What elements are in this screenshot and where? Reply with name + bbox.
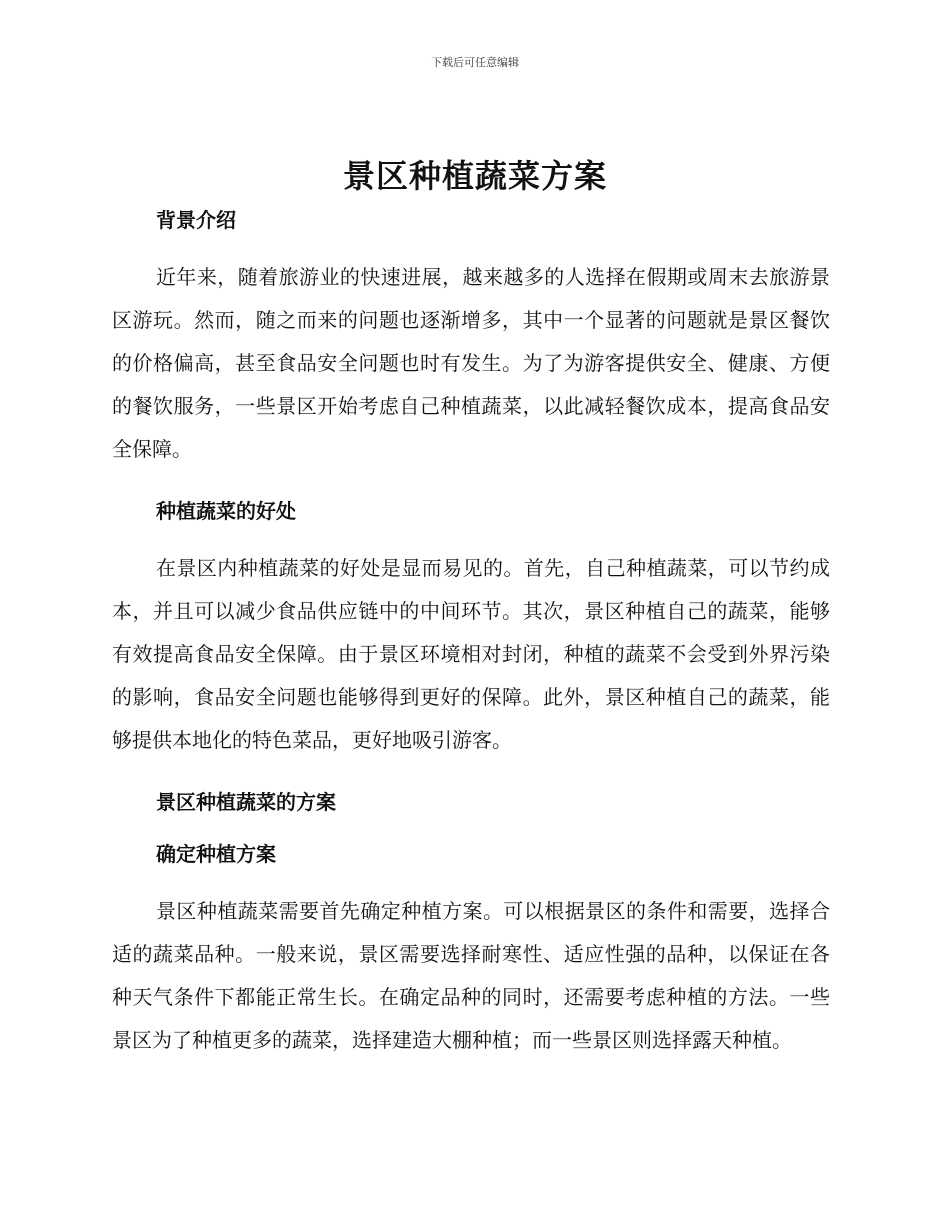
section-paragraph-background: 近年来，随着旅游业的快速进展，越来越多的人选择在假期或周末去旅游景区游玩。然而，随之而来的问题也逐渐增多，其中一个显著的问题就是景区餐饮的价格偏高，甚至食品安全问题也时有发生。为了为游客提供安全、健康、方便的餐饮服务，一些景区开始考虑自己种植蔬菜，以此减轻餐饮成本，提高食品安全保障。 [112, 265, 830, 461]
section-heading-determine-plan: 确定种植方案 [156, 842, 276, 866]
document-title: 景区种植蔬菜方案 [342, 157, 607, 195]
section-heading-plan: 景区种植蔬菜的方案 [156, 790, 336, 814]
header-note: 下载后可任意编辑 [431, 56, 519, 69]
section-heading-benefits: 种植蔬菜的好处 [156, 499, 296, 523]
document-body [112, 205, 830, 1062]
section-heading-background: 背景介绍 [156, 208, 236, 232]
section-paragraph-determine-plan: 景区种植蔬菜需要首先确定种植方案。可以根据景区的条件和需要，选择合适的蔬菜品种。一般来说，景区需要选择耐寒性、适应性强的品种，以保证在各种天气条件下都能正常生长。在确定品种的同时，还需要考虑种植的方法。一些景区为了种植更多的蔬菜，选择建造大棚种植；而一些景区则选择露天种植。 [112, 899, 830, 1052]
section-paragraph-benefits: 在景区内种植蔬菜的好处是显而易见的。首先，自己种植蔬菜，可以节约成本，并且可以减少食品供应链中的中间环节。其次，景区种植自己的蔬菜，能够有效提高食品安全保障。由于景区环境相对封闭，种植的蔬菜不会受到外界污染的影响，食品安全问题也能够得到更好的保障。此外，景区种植自己的蔬菜，能够提供本地化的特色菜品，更好地吸引游客。 [112, 556, 830, 752]
